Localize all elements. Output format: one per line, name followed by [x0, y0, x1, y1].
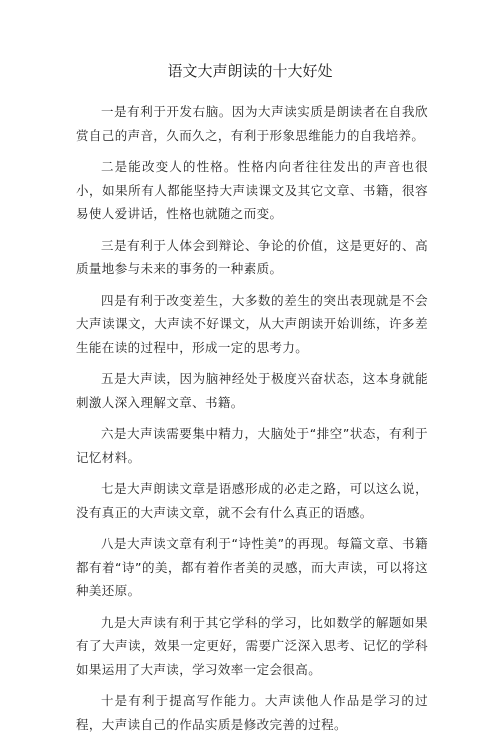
paragraph-3: 三是有利于人体会到辩论、争论的价值，这是更好的、高质量地参与未来的事务的一种素质。: [76, 237, 428, 276]
paragraph-6: 六是大声读需要集中精力，大脑处于“排空”状态，有利于记忆材料。: [76, 426, 428, 465]
paragraph-8: 八是大声读文章有利于“诗性美”的再现。每篇文章、书籍都有着“诗”的美，都有着作者美的灵感，而大声读，可以将这种美还原。: [76, 536, 428, 598]
paragraph-9: 九是大声读有利于其它学科的学习，比如数学的解题如果有了大声读，效果一定更好，需要广泛深入思考、记忆的学科如果运用了大声读，学习效率一定会很高。: [76, 614, 428, 677]
paragraph-5: 五是大声读，因为脑神经处于极度兴奋状态，这本身就能刺激人深入理解文章、书籍。: [76, 371, 428, 410]
document-body: [76, 100, 428, 744]
paragraph-7: 七是大声朗读文章是语感形成的必走之路，可以这么说，没有真正的大声读文章，就不会有什么真正的语感。: [76, 481, 428, 520]
paragraph-10: 十是有利于提高写作能力。大声读他人作品是学习的过程，大声读自己的作品实质是修改完善的过程。: [76, 693, 428, 732]
paragraph-4: 四是有利于改变差生，大多数的差生的突出表现就是不会大声读课文，大声读不好课文，从大声朗读开始训练，许多差生能在读的过程中，形成一定的思考力。: [76, 292, 428, 355]
paragraph-2: 二是能改变人的性格。性格内向者往往发出的声音也很小，如果所有人都能坚持大声读课文及其它文章、书籍，很容易使人爱讲话，性格也就随之而变。: [76, 159, 428, 221]
paragraph-1: 一是有利于开发右脑。因为大声读实质是朗读者在自我欣赏自己的声音，久而久之，有利于形象思维能力的自我培养。: [76, 104, 428, 143]
document-title: 语文大声朗读的十大好处: [167, 62, 333, 80]
